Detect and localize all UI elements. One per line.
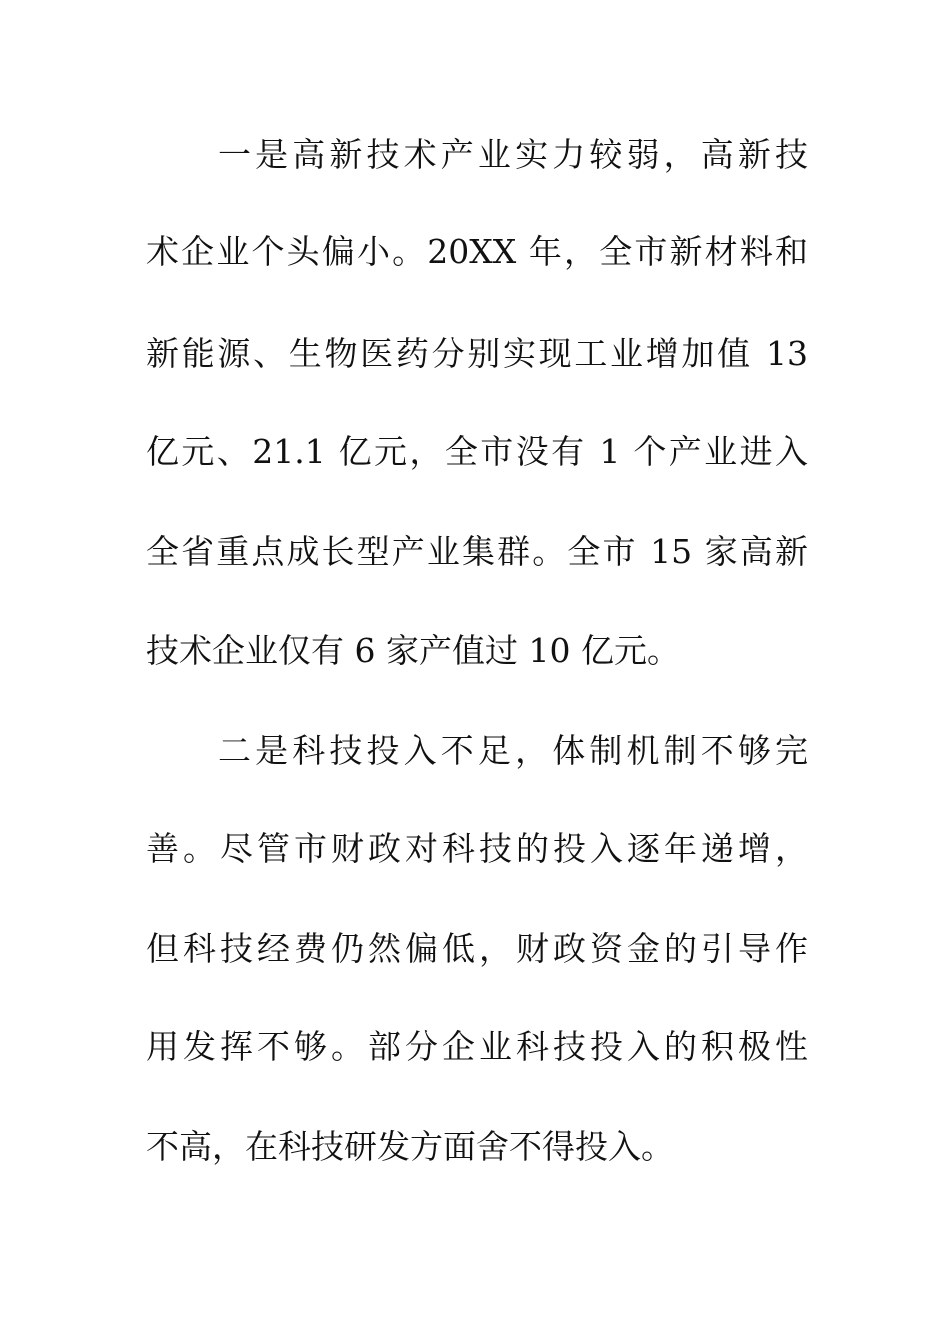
paragraph-line: 善。尽管市财政对科技的投入逐年递增， [146, 829, 808, 868]
paragraph-line: 术企业个头偏小。20XX 年，全市新材料和 [146, 232, 808, 271]
paragraph-line: 但科技经费仍然偏低，财政资金的引导作 [146, 929, 808, 968]
paragraph-line: 全省重点成长型产业集群。全市 15 家高新 [146, 532, 808, 571]
paragraph-line: 亿元、21.1 亿元，全市没有 1 个产业进入 [146, 432, 808, 471]
paragraph-line: 用发挥不够。部分企业科技投入的积极性 [146, 1027, 808, 1066]
paragraph-line: 不高，在科技研发方面舍不得投入。 [146, 1127, 674, 1166]
paragraph-line: 二是科技投入不足，体制机制不够完 [218, 731, 808, 770]
paragraph-line: 一是高新技术产业实力较弱，高新技 [218, 135, 808, 174]
paragraph-line: 技术企业仅有 6 家产值过 10 亿元。 [146, 631, 680, 670]
paragraph-line: 新能源、生物医药分别实现工业增加值 13 [146, 334, 808, 373]
